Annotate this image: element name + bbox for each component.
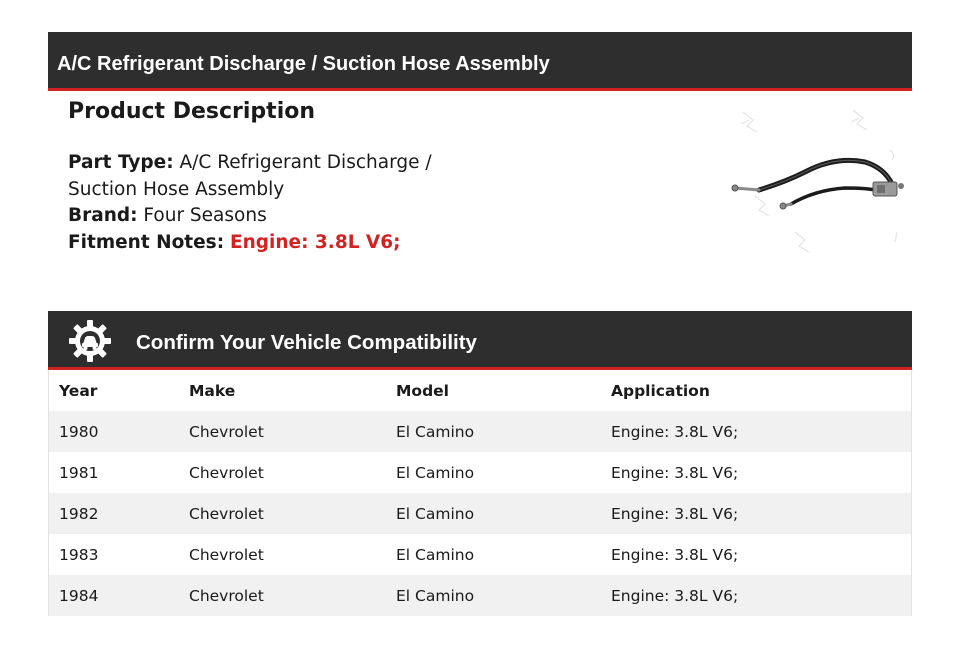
cell-application: Engine: 3.8L V6; [611,586,739,605]
compatibility-table [48,370,912,616]
product-description [68,150,488,256]
fitment-line [68,230,488,257]
product-image[interactable] [725,100,915,260]
cell-year: 1980 [59,422,99,441]
product-title: A/C Refrigerant Discharge / Suction Hose Assembly [57,53,550,75]
brand-label: Brand: [68,205,138,226]
table-row [49,575,911,616]
fitment-label: Fitment Notes: [68,231,225,253]
cell-make: Chevrolet [189,545,264,564]
column-header-year: Year [59,381,98,400]
column-header-make: Make [189,381,236,400]
cell-year: 1981 [59,463,99,482]
cell-year: 1983 [59,545,99,564]
cell-make: Chevrolet [189,422,264,441]
part-type-line [68,150,488,177]
gear-car-icon [68,319,112,363]
cell-make: Chevrolet [189,463,264,482]
cell-application: Engine: 3.8L V6; [611,422,739,441]
cell-model: El Camino [396,504,475,523]
product-header-bar [48,32,912,91]
table-row [49,534,911,575]
brand-value: Four Seasons [143,205,267,226]
table-row [49,452,911,493]
cell-year: 1982 [59,504,99,523]
part-type-value-line1: A/C Refrigerant Discharge / [179,152,432,173]
compatibility-title: Confirm Your Vehicle Compatibility [136,331,477,354]
column-header-application: Application [611,381,710,400]
cell-model: El Camino [396,463,475,482]
cell-model: El Camino [396,422,475,441]
column-header-model: Model [396,381,449,400]
fitment-value: Engine: 3.8L V6; [229,231,401,253]
cell-model: El Camino [396,586,475,605]
part-type-label: Part Type: [68,152,174,173]
cell-year: 1984 [59,586,99,605]
table-header-row [49,370,911,411]
brand-line [68,203,488,230]
table-row [49,493,911,534]
cell-make: Chevrolet [189,504,264,523]
compatibility-header-bar [48,311,912,370]
part-type-value-line2: Suction Hose Assembly [68,178,285,200]
cell-application: Engine: 3.8L V6; [611,545,739,564]
table-row [49,411,911,452]
product-description-heading: Product Description [68,99,316,124]
cell-make: Chevrolet [189,586,264,605]
cell-application: Engine: 3.8L V6; [611,463,739,482]
cell-application: Engine: 3.8L V6; [611,504,739,523]
cell-model: El Camino [396,545,475,564]
